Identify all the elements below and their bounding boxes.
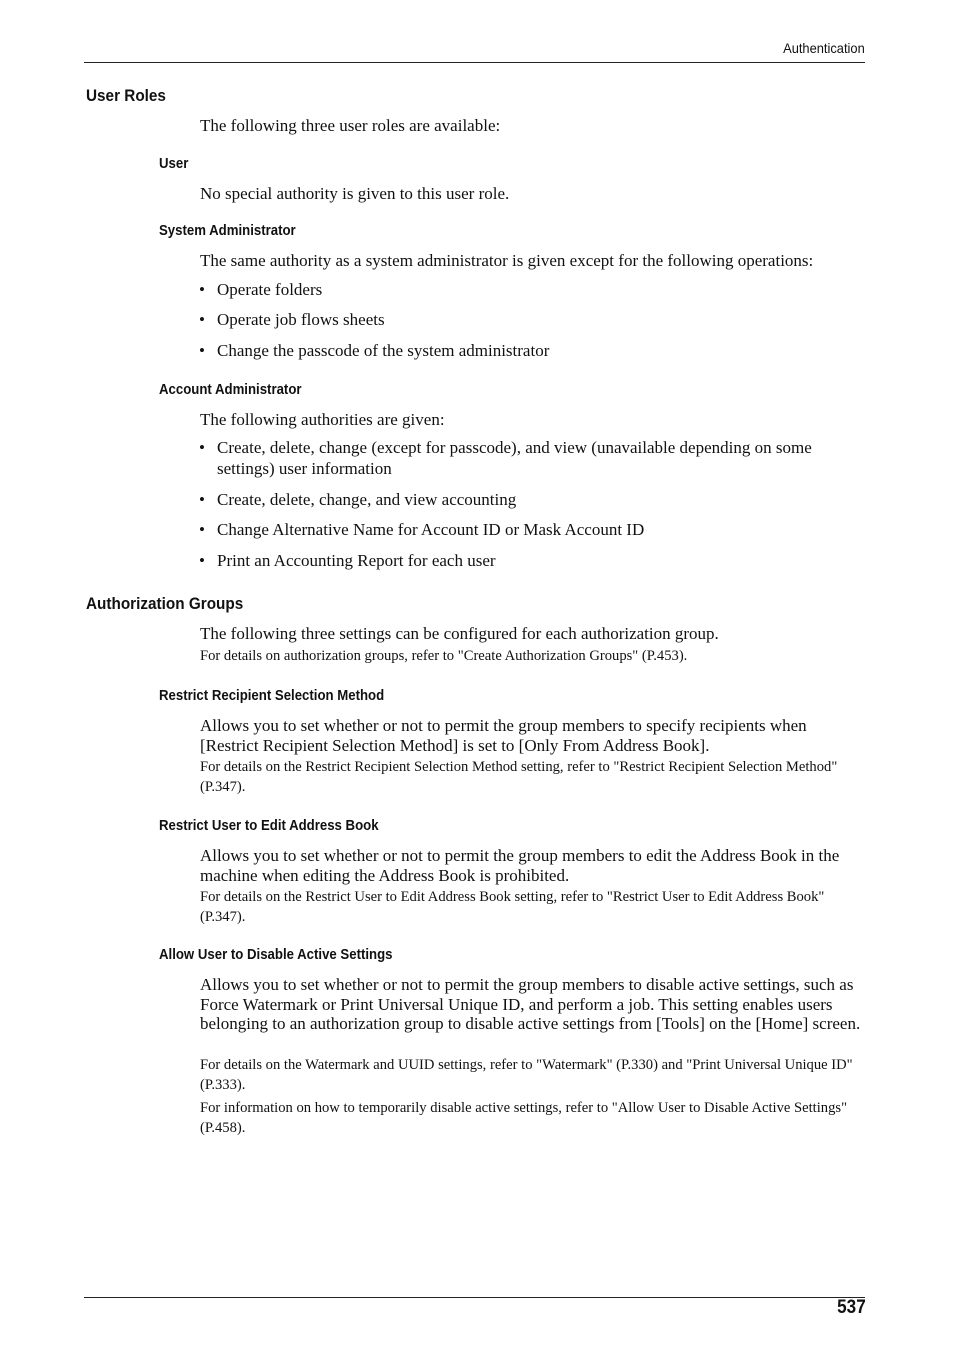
running-head: Authentication bbox=[783, 40, 865, 56]
system-admin-text: The same authority as a system administrator is given except for the following operations: bbox=[200, 251, 814, 270]
authorization-groups-note: For details on authorization groups, refer to "Create Authorization Groups" (P.453). bbox=[200, 648, 688, 664]
list-item: • Operate job flows sheets bbox=[199, 310, 385, 329]
allow-disable-text: Allows you to set whether or not to permit the group members to disable active settings, such as Force Watermark or Print Universal Unique ID, and perform a job. This setting enables users belonging to an authorization group to disable active settings from [Tools] on the [Home] screen. bbox=[200, 975, 861, 1033]
section-heading-user-roles: User Roles bbox=[86, 86, 166, 105]
list-item: • Operate folders bbox=[199, 280, 323, 299]
subheading-user: User bbox=[159, 155, 189, 172]
subheading-restrict-edit: Restrict User to Edit Address Book bbox=[159, 817, 379, 834]
list-item: • Print an Accounting Report for each user bbox=[199, 551, 496, 570]
user-role-text: No special authority is given to this user role. bbox=[200, 184, 510, 203]
restrict-recipient-note: For details on the Restrict Recipient Selection Method setting, refer to "Restrict Recipient Selection Method" (P.347). bbox=[200, 759, 838, 795]
restrict-edit-text: Allows you to set whether or not to permit the group members to edit the Address Book in the machine when editing the Address Book is prohibited. bbox=[200, 846, 840, 885]
subheading-system-administrator: System Administrator bbox=[159, 222, 296, 239]
list-item: • Create, delete, change, and view accounting bbox=[199, 490, 517, 509]
list-item: • Change Alternative Name for Account ID or Mask Account ID bbox=[199, 520, 645, 539]
section-heading-authorization-groups: Authorization Groups bbox=[86, 594, 244, 613]
subheading-restrict-recipient: Restrict Recipient Selection Method bbox=[159, 687, 385, 704]
footer-rule bbox=[84, 1297, 865, 1298]
list-item: • Create, delete, change (except for passcode), and view (unavailable depending on some settings) user information bbox=[199, 438, 812, 478]
account-admin-text: The following authorities are given: bbox=[200, 410, 445, 429]
subheading-account-administrator: Account Administrator bbox=[159, 381, 302, 398]
allow-disable-note-temporary: For information on how to temporarily disable active settings, refer to "Allow User to Disable Active Settings" (P.458). bbox=[200, 1100, 848, 1136]
allow-disable-note-uuid: For details on the Watermark and UUID settings, refer to "Watermark" (P.330) and "Print Universal Unique ID" (P.333). bbox=[200, 1057, 853, 1093]
restrict-edit-note: For details on the Restrict User to Edit Address Book setting, refer to "Restrict User to Edit Address Book" (P.347). bbox=[200, 889, 825, 925]
authorization-groups-intro: The following three settings can be configured for each authorization group. bbox=[200, 624, 719, 643]
list-item: • Change the passcode of the system administrator bbox=[199, 341, 550, 360]
user-roles-intro: The following three user roles are available: bbox=[200, 116, 501, 135]
header-rule bbox=[84, 62, 865, 63]
subheading-allow-disable: Allow User to Disable Active Settings bbox=[159, 946, 393, 963]
page-number: 537 bbox=[837, 1297, 866, 1318]
restrict-recipient-text: Allows you to set whether or not to permit the group members to specify recipients when [Restrict Recipient Selection Method] is set to [Only From Address Book]. bbox=[200, 716, 807, 755]
